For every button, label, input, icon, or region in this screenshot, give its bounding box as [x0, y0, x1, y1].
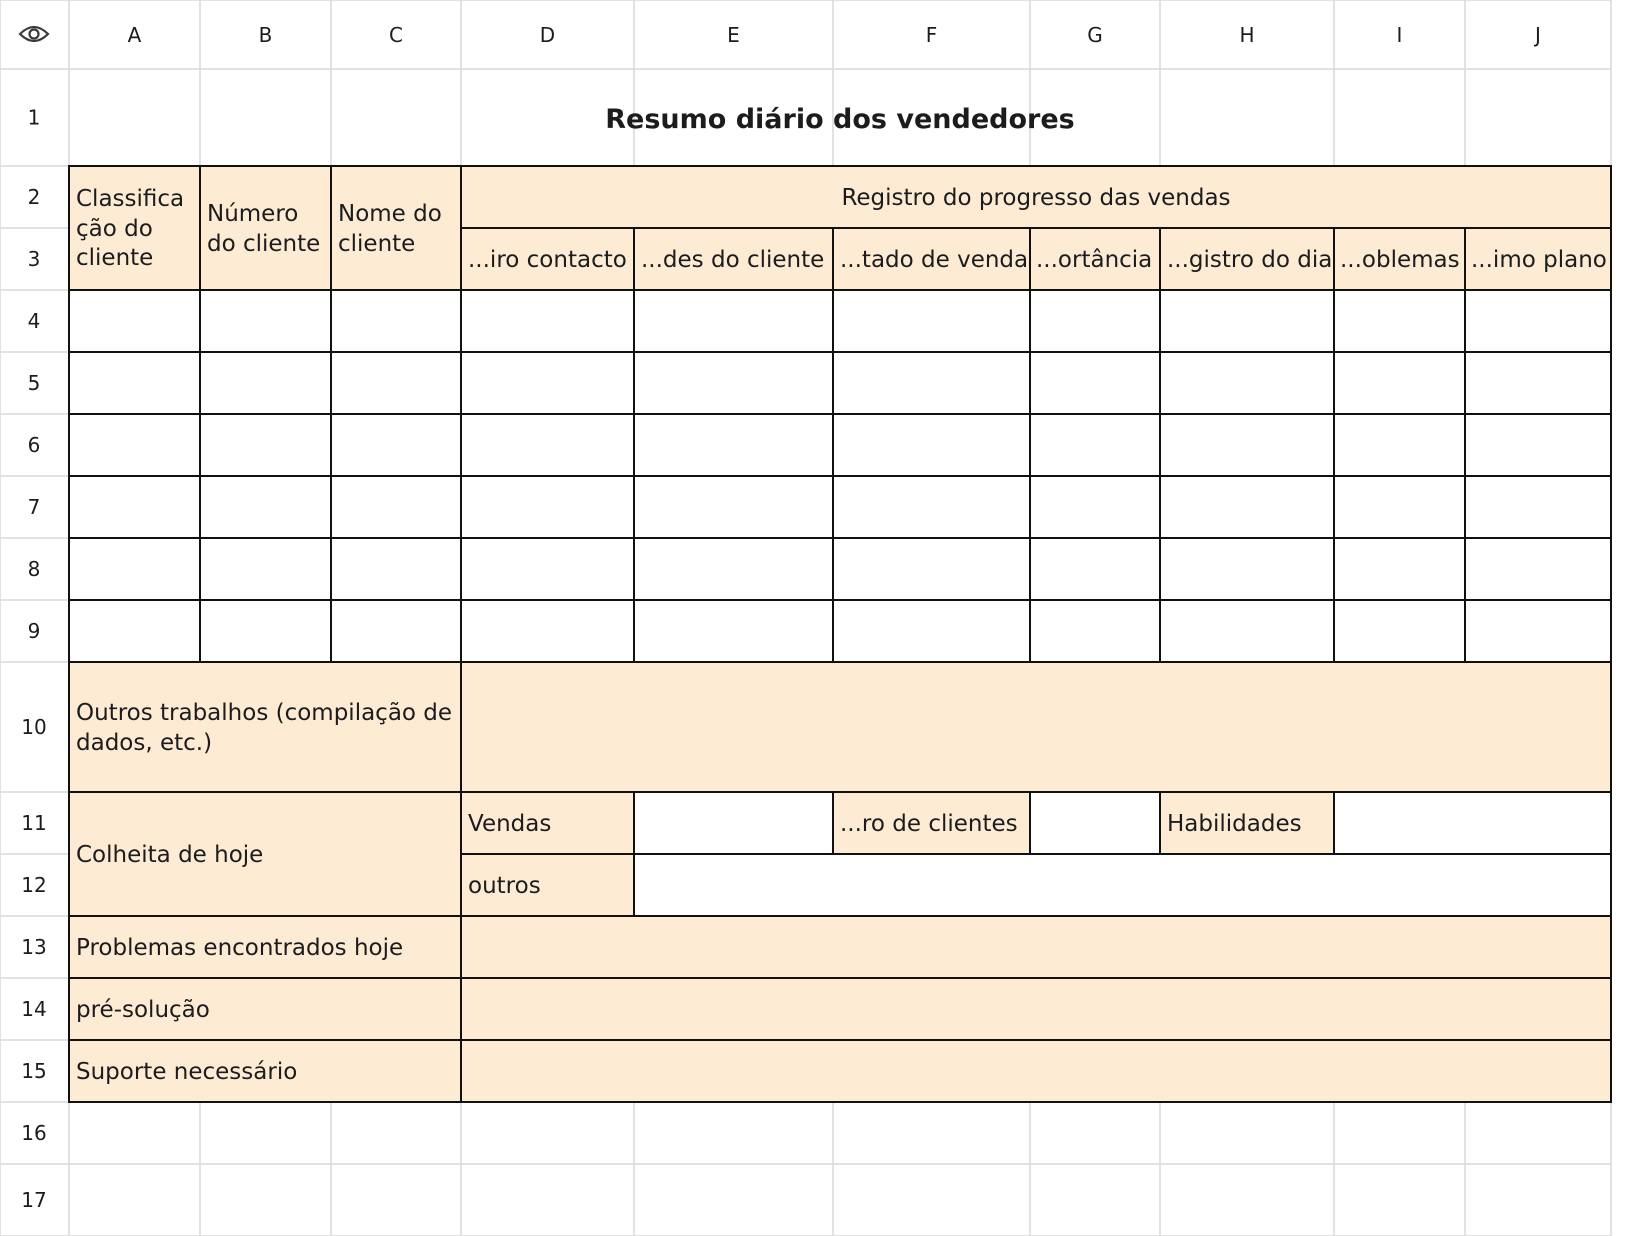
row-header-9[interactable]: 9 — [27, 619, 41, 643]
row-header-15[interactable]: 15 — [21, 1059, 47, 1083]
sub-header-next-plan[interactable]: ...imo plano — [1471, 247, 1607, 273]
sheet-title: Resumo diário dos vendedores — [605, 104, 1075, 135]
svg-text:dados, etc.): dados, etc.) — [76, 730, 213, 756]
svg-text:ção do: ção do — [76, 216, 153, 242]
table-fills — [69, 166, 1611, 1102]
column-header-G[interactable]: G — [1087, 23, 1103, 47]
svg-text:cliente: cliente — [76, 245, 154, 271]
row-header-12[interactable]: 12 — [21, 873, 47, 897]
column-header-A[interactable]: A — [127, 23, 142, 47]
row-header-11[interactable]: 11 — [21, 811, 47, 835]
column-header-J[interactable]: J — [1535, 23, 1541, 47]
column-header-B[interactable]: B — [258, 23, 273, 47]
row-headers — [21, 106, 46, 1213]
support-label[interactable]: Suporte necessário — [76, 1059, 298, 1085]
row-header-13[interactable]: 13 — [21, 935, 47, 959]
row-header-4[interactable]: 4 — [27, 309, 41, 333]
svg-text:cliente: cliente — [338, 231, 416, 257]
row-header-5[interactable]: 5 — [27, 371, 41, 395]
sub-header-sale-status[interactable]: ...tado de venda — [840, 247, 1029, 273]
row-header-16[interactable]: 16 — [21, 1121, 47, 1145]
svg-text:Outros trabalhos (compilação d: Outros trabalhos (compilação de — [76, 700, 453, 726]
row-header-1[interactable]: 1 — [27, 105, 41, 130]
column-header-F[interactable]: F — [925, 23, 938, 47]
sales-progress-header[interactable]: Registro do progresso das vendas — [841, 185, 1231, 211]
sub-header-problems[interactable]: ...oblemas — [1340, 247, 1460, 273]
svg-text:Classifica: Classifica — [76, 186, 185, 212]
sub-header-first-contact[interactable]: ...iro contacto — [468, 247, 627, 273]
eye-icon[interactable] — [20, 27, 48, 41]
skills-label[interactable]: Habilidades — [1167, 811, 1302, 837]
row-header-3[interactable]: 3 — [27, 247, 41, 271]
column-header-I[interactable]: I — [1396, 23, 1403, 47]
others-label[interactable]: outros — [468, 873, 541, 899]
column-header-C[interactable]: C — [389, 23, 403, 47]
row-header-8[interactable]: 8 — [27, 557, 41, 581]
row-header-17[interactable]: 17 — [21, 1188, 47, 1212]
row-header-10[interactable]: 10 — [21, 715, 47, 739]
column-header-E[interactable]: E — [727, 23, 740, 47]
harvest-label[interactable]: Colheita de hoje — [76, 842, 264, 868]
problems-label[interactable]: Problemas encontrados hoje — [76, 935, 404, 961]
row-header-2[interactable]: 2 — [27, 185, 41, 209]
client-count-label[interactable]: ...ro de clientes — [840, 811, 1018, 837]
sub-header-importance[interactable]: ...ortância — [1036, 247, 1153, 273]
pre-solution-label[interactable]: pré-solução — [76, 997, 210, 1023]
column-headers — [128, 23, 1541, 47]
svg-text:do cliente: do cliente — [207, 231, 321, 257]
row-header-7[interactable]: 7 — [27, 495, 41, 519]
row-header-14[interactable]: 14 — [21, 997, 47, 1021]
sub-header-daily-record[interactable]: ...gistro do dia — [1167, 247, 1333, 273]
svg-text:Número: Número — [207, 201, 299, 227]
svg-text:Nome do: Nome do — [338, 201, 442, 227]
column-header-D[interactable]: D — [539, 23, 556, 47]
column-header-H[interactable]: H — [1239, 23, 1255, 47]
row-header-6[interactable]: 6 — [27, 433, 41, 457]
sales-label[interactable]: Vendas — [468, 811, 552, 837]
sub-header-client-needs[interactable]: ...des do cliente — [641, 247, 825, 273]
